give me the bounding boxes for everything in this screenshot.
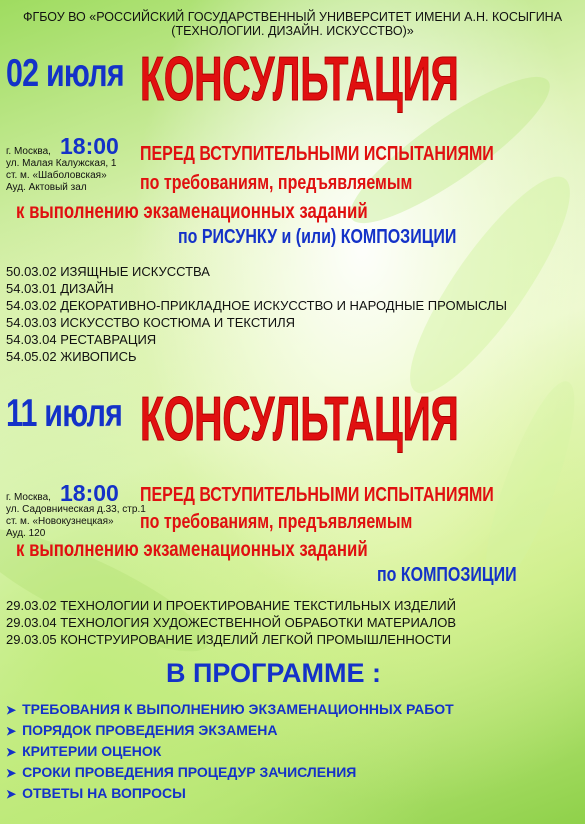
subtitle-1-line4: по РИСУНКУ и (или) КОМПОЗИЦИИ [178, 226, 457, 248]
city-1: г. Москва, [6, 146, 51, 157]
program-item: ➤ СРОКИ ПРОВЕДЕНИЯ ПРОЦЕДУР ЗАЧИСЛЕНИЯ [6, 764, 357, 780]
subtitle-1-line2: по требованиям, предъявляемым [140, 172, 413, 194]
program-list [6, 699, 454, 804]
spec-item: 54.03.02 ДЕКОРАТИВНО-ПРИКЛАДНОЕ ИСКУССТВО И НАРОДНЫЕ ПРОМЫСЛЫ [6, 298, 507, 313]
address-1-metro: ст. м. «Шаболовская» [6, 170, 107, 181]
program-item: ➤ ОТВЕТЫ НА ВОПРОСЫ [6, 785, 186, 801]
subtitle-1-line1: ПЕРЕД ВСТУПИТЕЛЬНЫМИ ИСПЫТАНИЯМИ [140, 143, 494, 165]
title-2: КОНСУЛЬТАЦИЯ [140, 385, 459, 454]
subtitle-1-line3: к выполнению экзаменационных заданий [16, 200, 368, 223]
address-2-street: ул. Садовническая д.33, стр.1 [6, 504, 146, 515]
spec-item: 54.05.02 ЖИВОПИСЬ [6, 349, 137, 364]
spec-item: 29.03.05 КОНСТРУИРОВАНИЕ ИЗДЕЛИЙ ЛЕГКОЙ ПРОМЫШЛЕННОСТИ [6, 632, 452, 647]
spec-item: 50.03.02 ИЗЯЩНЫЕ ИСКУССТВА [6, 264, 210, 279]
time-2: 18:00 [60, 480, 119, 506]
subtitle-2-line3: к выполнению экзаменационных заданий [16, 538, 368, 561]
spec-item: 54.03.03 ИСКУССТВО КОСТЮМА И ТЕКСТИЛЯ [6, 315, 296, 330]
program-item: ➤ ТРЕБОВАНИЯ К ВЫПОЛНЕНИЮ ЭКЗАМЕНАЦИОННЫХ РАБОТ [6, 701, 454, 717]
arrow-right-icon: ➤ [6, 724, 17, 738]
spec-item: 54.03.01 ДИЗАЙН [6, 281, 114, 296]
time-1: 18:00 [60, 133, 119, 159]
subtitle-2-line1: ПЕРЕД ВСТУПИТЕЛЬНЫМИ ИСПЫТАНИЯМИ [140, 484, 494, 506]
title-1: КОНСУЛЬТАЦИЯ [140, 45, 459, 114]
address-2-room: Ауд. 120 [6, 528, 46, 539]
program-item: ➤ ПОРЯДОК ПРОВЕДЕНИЯ ЭКЗАМЕНА [6, 722, 278, 738]
spec-list-1 [6, 263, 507, 365]
spec-item: 29.03.04 ТЕХНОЛОГИЯ ХУДОЖЕСТВЕННОЙ ОБРАБОТКИ МАТЕРИАЛОВ [6, 615, 457, 630]
arrow-right-icon: ➤ [6, 766, 17, 780]
subtitle-2-line4: по КОМПОЗИЦИИ [377, 564, 517, 586]
subtitle-2-line2: по требованиям, предъявляемым [140, 511, 413, 533]
university-name-line1: ФГБОУ ВО «РОССИЙСКИЙ ГОСУДАРСТВЕННЫЙ УНИВЕРСИТЕТ ИМЕНИ А.Н. КОСЫГИНА [22, 10, 563, 24]
arrow-right-icon: ➤ [6, 787, 17, 801]
spec-list-2 [6, 597, 456, 648]
program-item: ➤ КРИТЕРИИ ОЦЕНОК [6, 743, 162, 759]
date-1: 02 июля [6, 52, 124, 95]
address-1-street: ул. Малая Калужская, 1 [6, 158, 117, 169]
program-title: В ПРОГРАММЕ : [166, 658, 381, 688]
spec-item: 54.03.04 РЕСТАВРАЦИЯ [6, 332, 157, 347]
arrow-right-icon: ➤ [6, 703, 17, 717]
address-1-room: Ауд. Актовый зал [6, 182, 87, 193]
city-2: г. Москва, [6, 492, 51, 503]
date-2: 11 июля [6, 392, 123, 435]
spec-item: 29.03.02 ТЕХНОЛОГИИ И ПРОЕКТИРОВАНИЕ ТЕКСТИЛЬНЫХ ИЗДЕЛИЙ [6, 598, 456, 613]
university-name-line2: (ТЕХНОЛОГИИ. ДИЗАЙН. ИСКУССТВО)» [171, 24, 414, 38]
address-2-metro: ст. м. «Новокузнецкая» [6, 516, 114, 527]
arrow-right-icon: ➤ [6, 745, 17, 759]
